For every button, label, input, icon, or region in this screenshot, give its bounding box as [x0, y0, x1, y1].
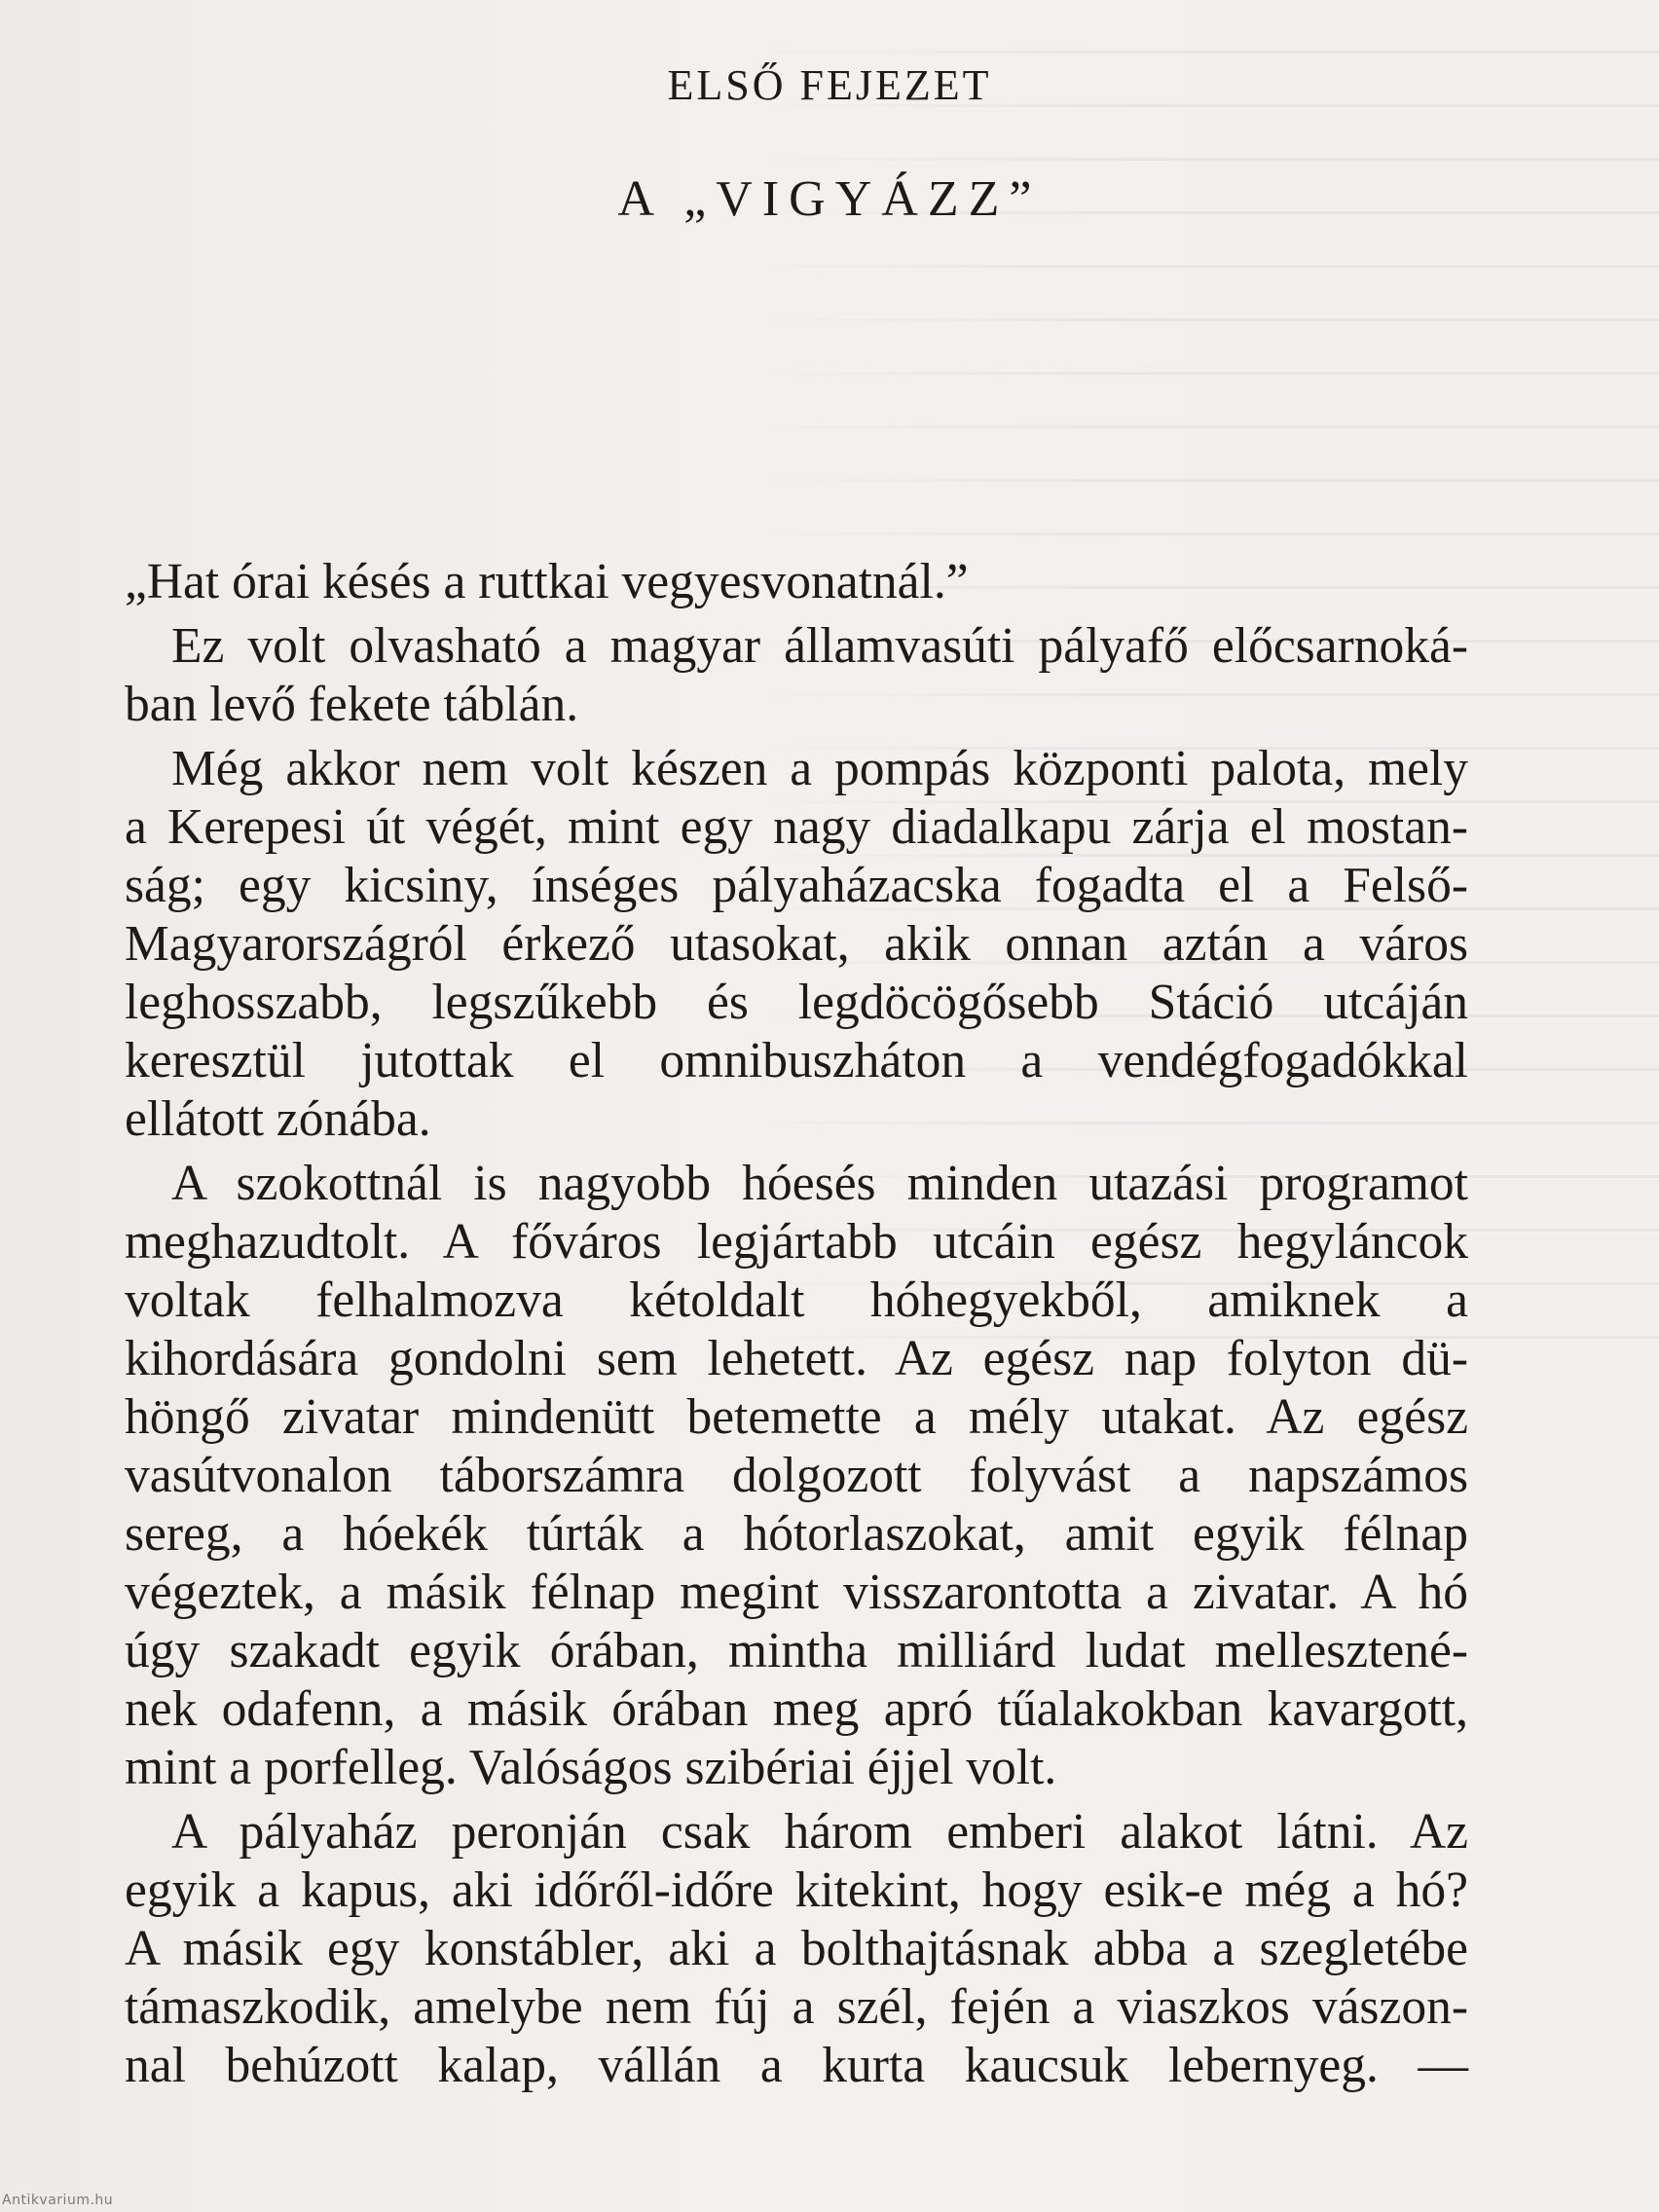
text-line: egyik a kapus, aki időről-időre kitekint, hogy esik-e még a hó?	[125, 1862, 1468, 1918]
chapter-body	[125, 553, 1468, 2095]
text-line: úgy szakadt egyik órában, mintha milliárd ludat mellesztené-	[125, 1623, 1468, 1678]
paragraph	[125, 1155, 1468, 1797]
text-line: a Kerepesi út végét, mint egy nagy diadalkapu zárja el mostan-	[125, 799, 1468, 855]
chapter-title: A „VIGYÁZZ”	[617, 171, 1042, 227]
chapter-label: ELSŐ FEJEZET	[667, 61, 992, 109]
text-line: A pályaház peronján csak három emberi alakot látni. Az	[171, 1804, 1468, 1860]
text-line: mint a porfelleg. Valóságos szibériai éjjel volt.	[125, 1740, 1057, 1795]
text-line: leghosszabb, legszűkebb és legdöcögősebb Stáció utcáján	[125, 975, 1468, 1030]
paragraph	[125, 740, 1468, 1149]
text-line: ban levő fekete táblán.	[125, 677, 579, 732]
text-line: sereg, a hóekék túrták a hótorlaszokat, amit egyik félnap	[125, 1506, 1468, 1562]
text-line: Még akkor nem volt készen a pompás központi palota, mely	[171, 741, 1468, 796]
text-line: kihordására gondolni sem lehetett. Az egész nap folyton dü-	[125, 1331, 1468, 1386]
text-line: voltak felhalmozva kétoldalt hóhegyekből, amiknek a	[125, 1272, 1468, 1328]
text-line: A szokottnál is nagyobb hóesés minden utazási programot	[171, 1156, 1468, 1211]
paragraph	[125, 617, 1468, 734]
text-line: meghazudtolt. A főváros legjártabb utcáin egész hegyláncok	[125, 1214, 1468, 1270]
text-line: keresztül jutottak el omnibuszháton a vendégfogadókkal	[125, 1033, 1468, 1088]
text-line: A másik egy konstábler, aki a bolthajtásnak abba a szegletébe	[125, 1921, 1468, 1976]
text-line: vasútvonalon táborszámra dolgozott folyvást a napszámos	[125, 1448, 1468, 1503]
text-line: höngő zivatar mindenütt betemette a mély utakat. Az egész	[125, 1389, 1468, 1445]
text-line: nek odafenn, a másik órában meg apró tűalakokban kavargott,	[125, 1681, 1468, 1737]
text-line: Magyarországról érkező utasokat, akik onnan aztán a város	[125, 916, 1468, 972]
text-line: nal behúzott kalap, vállán a kurta kaucsuk lebernyeg. —	[125, 2038, 1468, 2093]
text-line: támaszkodik, amelybe nem fúj a szél, fején a viaszkos vászon-	[125, 1979, 1468, 2035]
text-line: ellátott zónába.	[125, 1091, 431, 1147]
text-line: „Hat órai késés a ruttkai vegyesvonatnál.”	[125, 554, 969, 609]
text-line: végeztek, a másik félnap megint visszarontotta a zivatar. A hó	[125, 1565, 1468, 1620]
text-line: ság; egy kicsiny, ínséges pályaházacska fogadta el a Felső-	[125, 858, 1468, 913]
paragraph	[125, 553, 1468, 611]
paragraph	[125, 1803, 1468, 2095]
text-line: Ez volt olvasható a magyar államvasúti pályafő előcsarnoká-	[171, 618, 1468, 674]
watermark: Antikvarium.hu	[2, 2193, 114, 2208]
